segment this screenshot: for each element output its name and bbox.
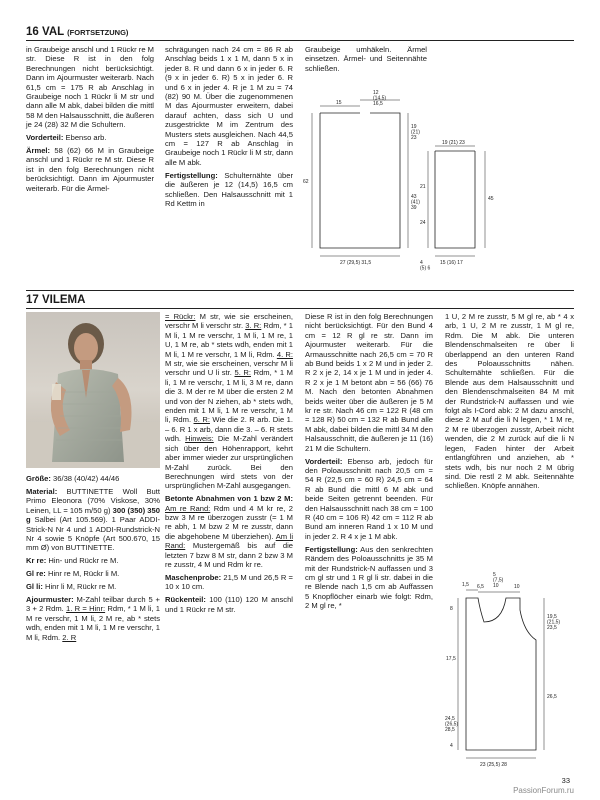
- dim-s4: 26,5: [547, 694, 557, 700]
- val-paragraph: Graubeige umhäkeln. Ärmel einsetzen. Ärmel- und Seitennähte schließen.: [305, 45, 427, 73]
- vilema-gl-li: Gl li: Hinr li M, Rückr re M.: [26, 582, 117, 592]
- dim-t4: 10: [514, 584, 520, 590]
- vilema-rueckenteil: Rückenteil: 100 (110) 120 M anschl und 1 Rückr re M str.: [165, 595, 293, 614]
- dim-s1: 8: [450, 606, 453, 612]
- val-aermel: Ärmel: 58 (62) 66 M in Graubeige anschl und 1 Rückr re M str. Diese R ist in den folg Berechnungen nicht berücksichtigt. Dann im Ajourmuster weiterarb. Für die Ärmel-: [26, 146, 154, 193]
- vilema-ajourmuster: Ajourmuster: M-Zahl teilbar durch 5 + 3 + 2 Rdm. 1. R = Hinr: Rdm, * 1 M li, 1 M re verschr, 1 M li, 2 M re, ab * stets wdh, enden mit 1 M li, 1 M re verschr, 1 M li, Rdm. 2. R: [26, 594, 160, 642]
- model-photo-illustration: [26, 312, 160, 468]
- vilema-paragraph: 1 U, 2 M re zusstr, 5 M gl re, ab * 4 x arb, 1 U, 2 M re zusstr, 1 M gl re, Rdm. Die M abk. Die unteren Blendenschmalseiten re über li überlappend an den unteren Rand des Poloausschnitts nähen. Schulternähte schließen. Für die Blende aus dem Halsausschnitt und den Blendenschmalseiten 84 M mit der Rundstrick-N auffassen und wie folgt als I-Cord abk: 2 M dazu anschl, diese 2 M auf die li N legen, * 1 M re, 2 M re überzogen zusstr, Arbeit nicht wenden, die 2 M zurück auf die li N legen, Faden hinter der Arbeit entlangführen und anziehen, ab * stets wdh, bis nur noch 2 M übrig sind. Die restl 2 M abk. Seitennähte schließen. Knöpfe annähen.: [445, 312, 574, 491]
- dim-s5: 24,5 (26,5) 28,5: [445, 716, 459, 733]
- vilema-column-3: [305, 312, 433, 614]
- val-schematic: [300, 88, 582, 272]
- val-fertigstellung: Fertigstellung: Schulternähte über die äußeren je 12 (14,5) 16,5 cm schließen. Den Halsausschnitt mit 1 Rd Kettm in: [165, 170, 293, 208]
- dim-bottom-width: 27 (29,5) 31,5: [340, 260, 372, 266]
- model-photo: [26, 312, 160, 468]
- dim-sleeve-lower: 24: [420, 220, 426, 226]
- section-rule: [26, 290, 574, 291]
- val-paragraph: in Graubeige anschl und 1 Rückr re M str. Diese R ist in den folg Berechnungen nicht berücksichtigt. Dann im Ajourmuster weiterarb. Nach 61,5 cm = 175 R ab Anschlag in Graubeige noch 1 Rückr li M str und dann alle M abk, dabei bilden die mittl 58 M den Halsausschnitt, die äußeren je 24 (28) 32 M die Schultern.: [26, 45, 154, 130]
- vilema-groesse: Größe: 36/38 (40/42) 44/46: [26, 474, 120, 483]
- dim-s2: 17,5: [446, 656, 456, 662]
- pattern-number: 16: [26, 26, 39, 38]
- vilema-gl-re: Gl re: Hinr re M, Rückr li M.: [26, 569, 120, 579]
- section-header-val: [26, 26, 128, 38]
- pattern-name: VAL: [42, 26, 64, 38]
- vilema-column-2: [165, 312, 293, 618]
- dim-shoulder: 19 (21) 23: [411, 124, 420, 141]
- vilema-column-4: [445, 312, 574, 494]
- dim-s6: 4: [450, 743, 453, 749]
- pattern-name: VILEMA: [42, 294, 86, 306]
- val-column-1: [26, 45, 154, 197]
- dim-t3: 5 (7,5) 10: [493, 572, 504, 589]
- dim-bottom: 23 (25,5) 28: [480, 762, 507, 768]
- dim-sleeve-top: 19 (21) 23: [442, 140, 465, 146]
- val-column-2: [165, 45, 293, 212]
- val-vorderteil: Vorderteil: Ebenso arb.: [26, 133, 107, 143]
- vilema-betonte-abnahmen: Betonte Abnahmen von 1 bzw 2 M: Am re Rand: Rdm und 4 M kr re, 2 bzw 3 M re überzogen zusstr (= 1 M re abh, 1 M bzw 2 M re zusstr, dann die abgehobene M überziehen). Am li Rand: Mustergemäß bis auf die letzten 7 bzw 8 M str, dann 2 bzw 3 M re zusstr, 4 M und Rdm kr re.: [165, 494, 293, 570]
- dim-lower: 43 (41) 39: [411, 194, 420, 211]
- vilema-schematic: [444, 570, 574, 770]
- vilema-fertigstellung: Fertigstellung: Aus den senkrechten Rändern des Poloausschnitts je 35 M mit der Rundstrick-N auffassen und 3 cm gl str und 1 R gl li str. dabei in die re Blende nach 1,5 cm ab Auffassen 5 Knopflöcher einarb wie folgt: Rdm, 2 M gl re, *: [305, 544, 433, 611]
- header-rule: [26, 40, 574, 41]
- dim-sleeve-bottom-a: 4 (5) 6: [420, 260, 431, 272]
- vilema-material: Material: BUTTINETTE Woll Butt Primo Eleonora (70% Viskose, 30% Leinen, LL = 105 m/50 g) 300 (350) 350 g Salbei (Art 105.569). 1 Paar ADDI-Strick-N Nr 4 und 1 ADDI-Rundstrick-N Nr 4 sowie 5 Knöpfe (Art 500.670, 15 mm Ø) von BUTTINETTE.: [26, 486, 160, 553]
- dim-s3: 19,5 (21,5) 23,5: [547, 614, 561, 631]
- watermark: PassionForum.ru: [513, 786, 574, 795]
- vilema-column-1: [26, 474, 160, 646]
- section-header-vilema: [26, 294, 85, 306]
- dim-total-length: 62: [303, 179, 309, 185]
- val-column-3: [305, 45, 427, 77]
- vilema-maschenprobe: Maschenprobe: 21,5 M und 26,5 R = 10 x 10 cm.: [165, 572, 293, 592]
- header-rule: [26, 308, 574, 309]
- dim-t2: 6,5: [477, 584, 484, 590]
- dim-top-mid: 12 (14,5) 16,5: [373, 90, 387, 107]
- dim-sleeve-upper: 21: [420, 184, 426, 190]
- page-number: 33: [561, 776, 570, 785]
- dim-sleeve-total: 45: [488, 196, 494, 202]
- vilema-vorderteil: Vorderteil: Ebenso arb, jedoch für den Poloausschnitt nach 20,5 cm = 54 R (22,5 cm = 60 R) 24,5 cm = 64 R ab Bund die mittl 6 M abk und beide Seiten getrennt beenden. Für den Halsausschnitt nach 38 cm = 100 R (40 cm = 106 R) 42 cm = 112 R ab Bund am inneren Rand 1 x 10 M und in jeder 2. R 4 x je 1 M abk.: [305, 456, 433, 541]
- dim-top-left: 15: [336, 100, 342, 106]
- dim-t1: 1,5: [462, 582, 469, 588]
- pattern-number: 17: [26, 294, 39, 306]
- pattern-subtitle: (FORTSETZUNG): [67, 28, 129, 37]
- val-paragraph: schrägungen nach 24 cm = 86 R ab Anschlag beids 1 x 1 M, dann 5 x in jeder 8. R und dann 6 x in jeder 6. R (9 x in jeder 6. R) 5 x in jeder 6. R und 6 x in jeder 4. R je 1 M zu = 74 (82) 90 M. Über die zugenommenen M das Ajourmuster erweitern, dabei darauf achten, dass sich U und zusgestrickte M im Zentrum des Musters stets ausgleichen. Nach 44,5 cm = 127 R ab Anschlag in Graubeige noch 1 Rückr li M str, dann alle M abk.: [165, 45, 293, 167]
- vilema-kr-re: Kr re: Hin- und Rückr re M.: [26, 556, 119, 566]
- dim-sleeve-bottom-b: 15 (16) 17: [440, 260, 463, 266]
- vilema-ajour-rows: = Rückr: M str, wie sie erscheinen, verschr M li verschr str. 3. R: Rdm, * 1 M li, 1 M re verschr, 1 M li, 1 M re, 1 U, 1 M re, ab * stets wdh, enden mit 1 M li, 1 M re verschr, 1 M li, Rdm. 4. R: M str, wie sie erscheinen, verschr M li verschr und U li str. 5. R: Rdm, * 1 M li, 1 M re verschr, 1 M li, 3 M re, dann die 3. M der re M über die ersten 2 M und von der N ziehen, ab * stets wdh, enden mit 1 M li, 1 M re verschr, 1 M li, Rdm. 6. R: Wie die 2. R arb. Die 1. – 6. R 1 x arb, dann die 3. – 6. R stets wdh. Hinweis: Die M-Zahl verändert sich über den Höhenrapport, kehrt aber immer wieder zur ursprünglichen M-Zahl zurück. Bei den Berechnungen wird stets von der ursprünglichen M-Zahl ausgegangen.: [165, 312, 293, 491]
- vilema-paragraph: Diese R ist in den folg Berechnungen nicht berücksichtigt. Für den Bund 4 cm = 12 R gl re str. Dann im Ajourmuster weiterarb. Für die Armausschnitte nach 26,5 cm = 70 R ab Bund beids 1 x 2 M und in jeder 2. R 2 x je 2, 14 x je 1 M und in jeder 4. R 2 x je 1 M betont abn = 56 (66) 76 M. Nach den betonten Abnahmen beids weiter über die äußeren je 5 M kr re str. Nach 46 cm = 122 R (48 cm = 128 R) 50 cm = 132 R ab Bund alle M abk, dabei bilden die mittl 34 M den Halsausschnitt, die äußeren je 11 (16) 21 M die Schultern.: [305, 312, 433, 453]
